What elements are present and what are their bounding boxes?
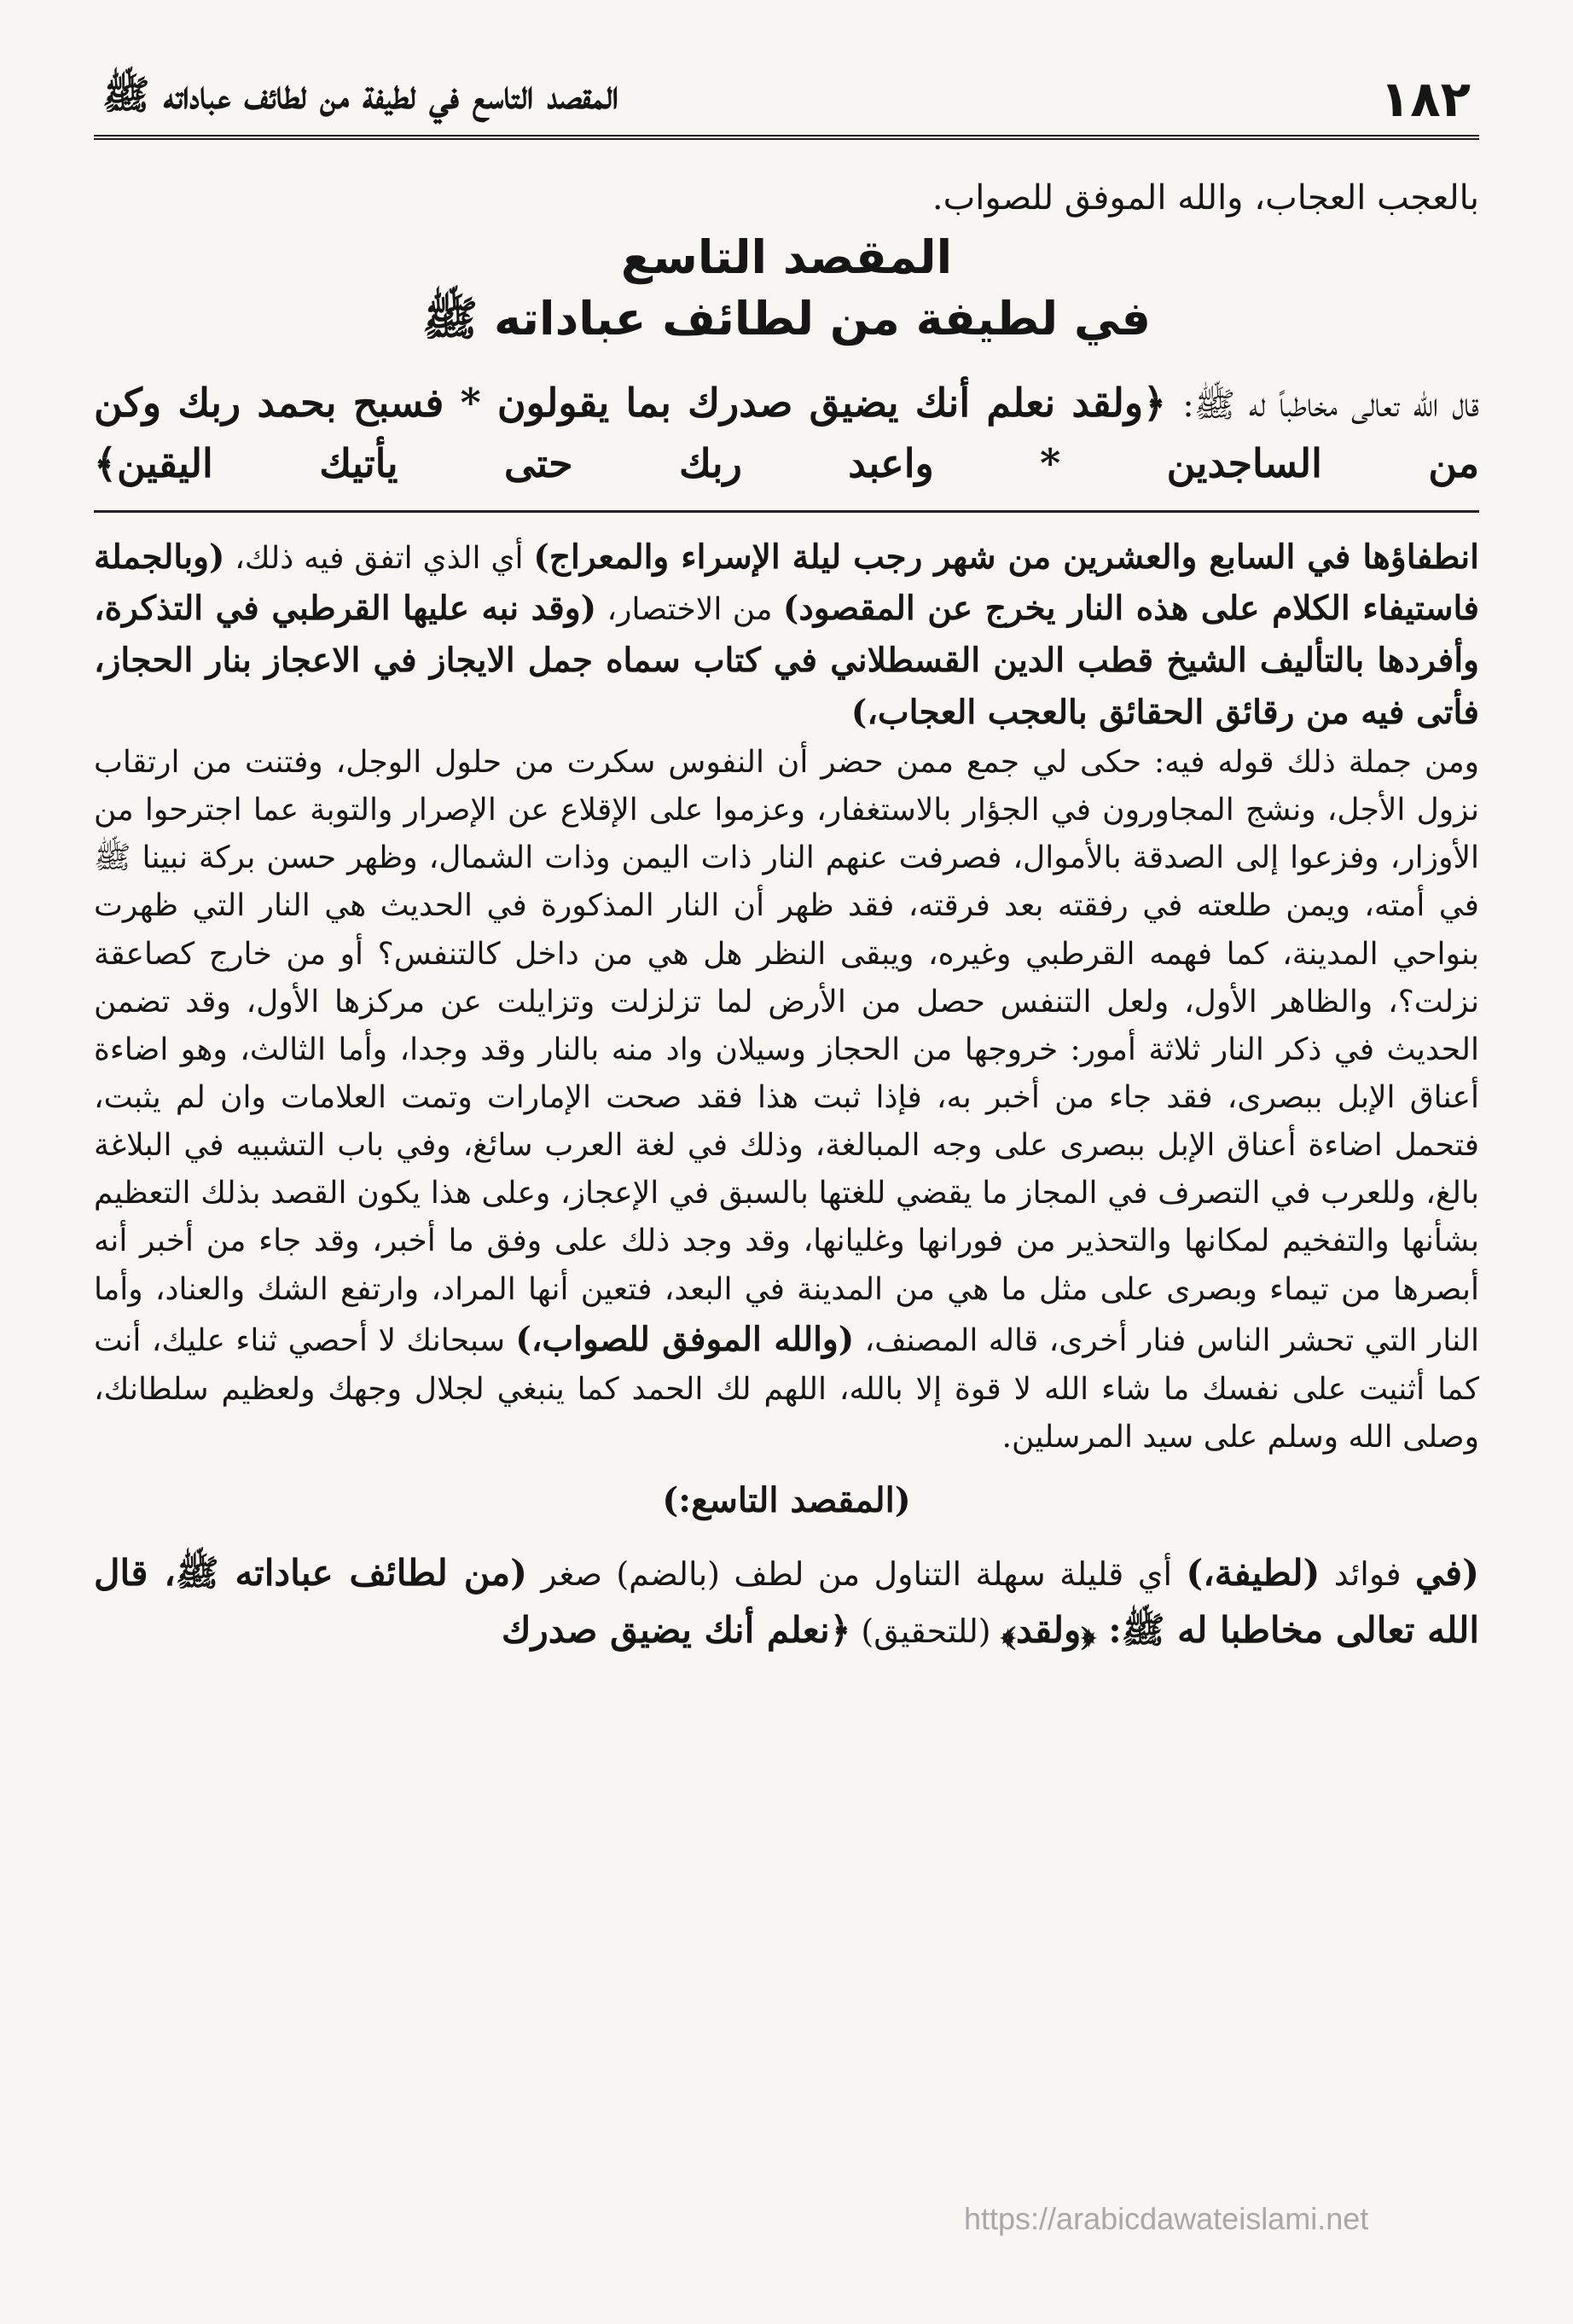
running-head — [94, 68, 1479, 140]
intro-line: بالعجب العجاب، والله الموفق للصواب. — [932, 178, 1479, 218]
watermark-url: https://arabicdawateislami.net — [964, 2201, 1369, 2236]
final-text: فوائد — [1320, 1554, 1416, 1593]
commentary-bold: (وبالجملة فاستيفاء الكلام على هذه النار يخرج عن المقصود) — [94, 537, 1480, 629]
final-bold: (من لطائف عباداته ﷺ، قال الله تعالى مخاطبا له ﷺ: ﴿ولقد﴾ — [94, 1551, 1479, 1652]
page-number: ١٨٢ — [1379, 70, 1471, 128]
final-text: أي قليلة سهلة التناول من لطف (بالضم) صغر — [527, 1554, 1187, 1593]
matn-text — [94, 373, 1479, 495]
final-paragraph — [94, 1544, 1479, 1659]
commentary-text: من الاختصار، — [596, 592, 783, 628]
commentary — [94, 532, 1479, 1461]
commentary-text: ومن جملة ذلك قوله فيه: حكى لي جمع ممن حضر أن النفوس سكرت من حلول الوجل، وفتنت من ارتقاب نزول الأجل، ونشج المجاورون في الجؤار بالاستغفار، وعزموا على الإقلاع عن الإصرار والتوبة عما اجترحوا من الأوزار، وفزعوا إلى الصدقة بالأموال، فصرفت عنهم النار ذات اليمن وذات الشمال، وظهر حسن بركة نبينا ﷺ في أمته، ويمن طلعته في رفقته بعد فرقته، فقد ظهر أن النار المذكورة في الحديث هي النار التي ظهرت بنواحي المدينة، كما فهمه القرطبي وغيره، ويبقى النظر هل هي من داخل كالتنفس؟ أو من خارج كصاعقة نزلت؟، والظاهر الأول، ولعل التنفس حصل من الأرض لما تزلزلت وتزايلت عن مركزها الأول، وقد تضمن الحديث في ذكر النار ثلاثة أمور: خروجها من الحجاز وسيلان واد منه بالنار وقد وجدا، وأما الثالث، وهو اضاءة أعناق الإبل ببصرى، فقد جاء من أخبر به، فإذا ثبت هذا فقد صحت الإمارات وتمت العلامات وان لم يثبت، فتحمل اضاءة أعناق الإبل ببصرى على وجه المبالغة، وذلك في لغة العرب سائغ، وفي باب التشبيه في البلاغة بالغ، وللعرب في التصرف في المجاز ما يقضي للغتها بالسبق في الإعجاز، وعلى هذا يكون القصد بذلك التعظيم بشأنها والتفخيم لمكانها والتحذير من فورانها وغليانها، وقد وجد ذلك على وفق ما أخبر، وقد جاء من أخبر أنه أبصرها من تيماء وبصرى على مثل ما هي من المدينة في البعد، فتعين أنها المراد، وارتفع الشك والعناد، وأما النار التي تحشر الناس فنار أخرى، قاله المصنف، — [94, 744, 1479, 1358]
commentary-text: سبحانك لا أحصي ثناء عليك، أنت كما أثنيت على نفسك ما شاء الله لا قوة إلا بالله، اللهم لك الحمد كما ينبغي لجلال وجهك ولعظيم سلطانك، وصلى الله وسلم على سيد المرسلين. — [94, 1322, 1479, 1455]
separator-rule — [94, 510, 1479, 513]
commentary-bold: (والله الموفق للصواب،) — [515, 1319, 855, 1359]
final-bold: (في — [1415, 1551, 1479, 1594]
chapter-subtitle: في لطيفة من لطائف عباداته ﷺ — [422, 292, 1151, 346]
commentary-paragraph-2 — [94, 739, 1479, 1461]
running-title: المقصد التاسع في لطيفة من لطائف عباداته ﷺ — [102, 72, 619, 118]
commentary-bold: (وقد نبه عليها القرطبي في التذكرة، وأفردها بالتأليف الشيخ قطب الدين القسطلاني في كتاب سماه جمل الايجاز في الاعجاز بنار الحجاز، فأتى فيه من رقائق الحقائق بالعجب العجاب،) — [94, 589, 1479, 733]
commentary-text: أي الذي اتفق فيه ذلك، — [224, 540, 534, 576]
final-bold: (لطيفة،) — [1186, 1551, 1321, 1594]
page — [94, 68, 1479, 2222]
matn-lead: قال الله تعالى مخاطباً له ﷺ: — [1182, 386, 1479, 425]
final-bold: ﴿نعلم أنك يضيق صدرك — [501, 1609, 851, 1652]
commentary-bold: انطفاؤها في السابع والعشرين من شهر رجب ليلة الإسراء والمعراج) — [533, 537, 1479, 577]
matn-quote: ﴿ولقد نعلم أنك يضيق صدرك بما يقولون * فسبح بحمد ربك وكن من الساجدين * واعبد ربك حتى يأتيك اليقين﴾ — [94, 380, 1479, 487]
final-text: (للتحقيق) — [850, 1612, 1001, 1651]
commentary-heading: (المقصد التاسع:) — [662, 1479, 911, 1520]
chapter-title: المقصد التاسع — [620, 230, 953, 284]
commentary-paragraph-1 — [94, 532, 1479, 739]
